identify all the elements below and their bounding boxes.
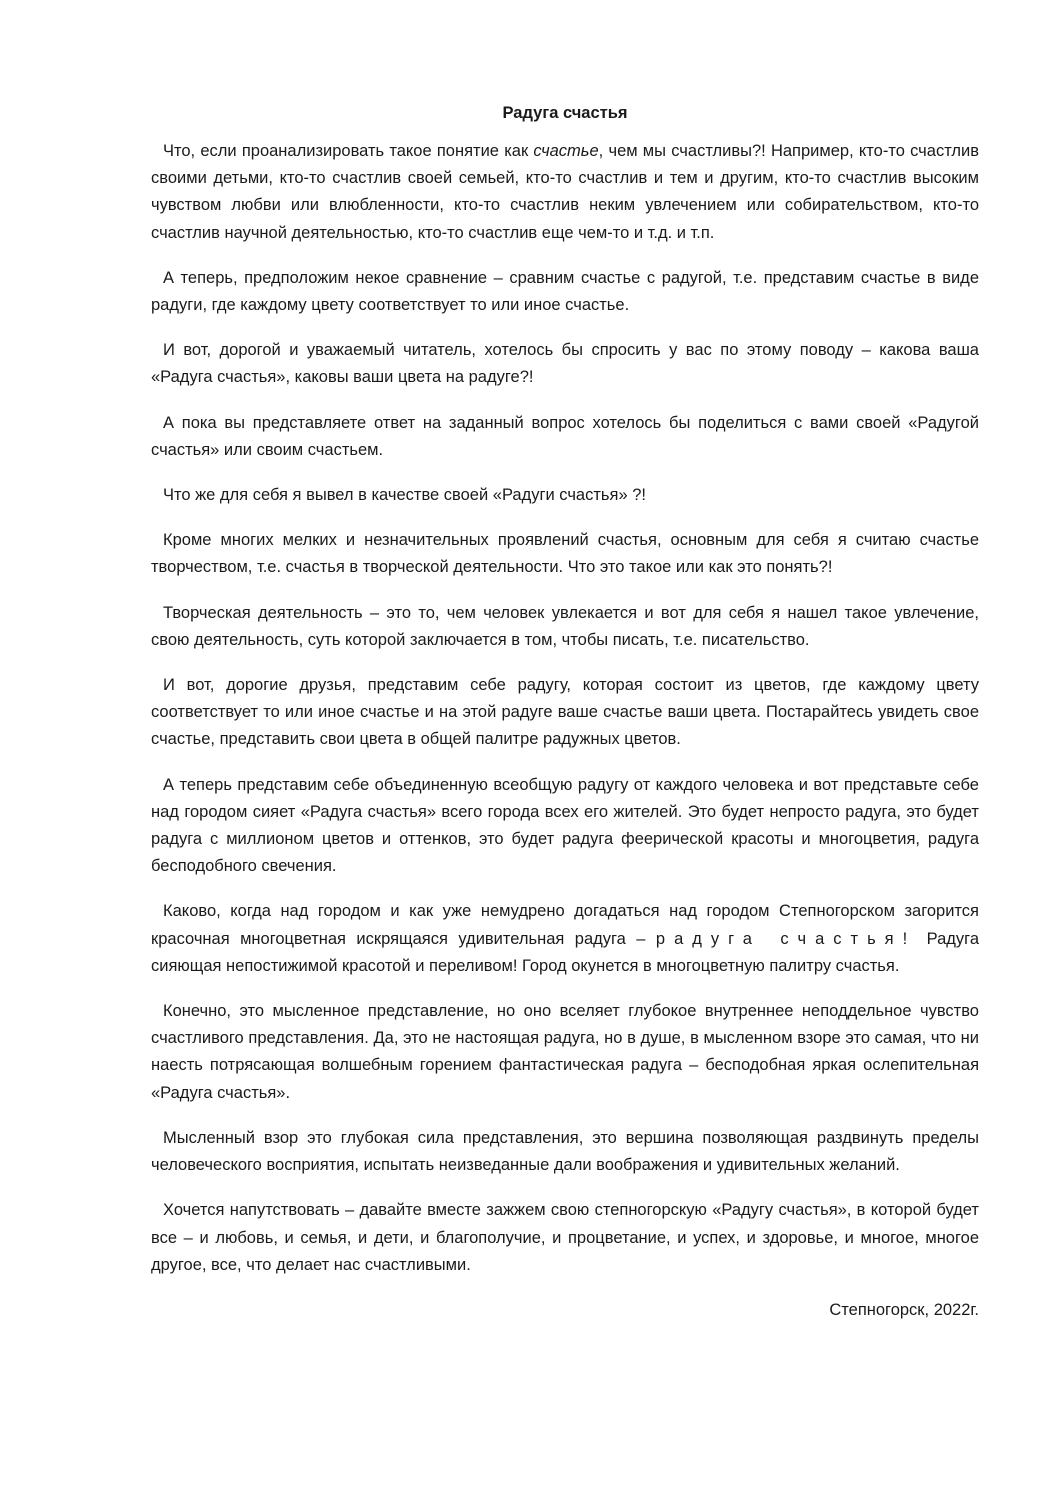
paragraph-10-spaced-phrase: радуга счастья!: [655, 929, 917, 948]
paragraph-1: [151, 138, 979, 247]
paragraph-2: А теперь, предположим некое сравнение – сравним счастье с радугой, т.е. представим счастье в виде радуги, где каждому цвету соответствует то или иное счастье.: [151, 268, 979, 315]
paragraph-5: Что же для себя я вывел в качестве своей «Радуги счастья» ?!: [163, 486, 646, 505]
paragraph-10-text-start: Каково, когда над городом и как уже немудрено догадаться над городом Степногорском загорится красочная многоцветная искрящаяся удивительная радуга –: [151, 902, 979, 948]
paragraph-6: Кроме многих мелких и незначительных проявлений счастья, основным для себя я считаю счастье творчеством, т.е. счастья в творческой деятельности. Что это такое или как это понять?!: [151, 531, 979, 577]
paragraph-11: Конечно, это мысленное представление, но оно вселяет глубокое внутреннее неподдельное чувство счастливого представления. Да, это не настоящая радуга, но в душе, в мысленном взоре это самая, что ни наесть потрясающая волшебным горением фантастическая радуга – бесподобная яркая ослепительная «Радуга счастья».: [151, 1002, 979, 1102]
paragraph-10-text-end: Радуга сияющая непостижимой красотой и переливом! Город окунется в многоцветную палитру счастья.: [151, 929, 979, 975]
paragraph-10: [151, 898, 979, 980]
document-title: Радуга счастья: [502, 104, 628, 122]
paragraph-9: А теперь представим себе объединенную всеобщую радугу от каждого человека и вот представьте себе над городом сияет «Радуга счастья» всего города всех его жителей. Это будет непросто радуга, это будет радуга с миллионом цветов и оттенков, это будет радуга феерической красоты и многоцветия, радуга бесподобного свечения.: [151, 775, 979, 876]
paragraph-13: Хочется напутствовать – давайте вместе зажжем свою степногорскую «Радугу счастья», в которой будет все – и любовь, и семья, и дети, и благополучие, и процветание, и успех, и здоровье, и многое, многое другое, все, что делает нас счастливыми.: [151, 1201, 979, 1274]
paragraph-8: И вот, дорогие друзья, представим себе радугу, которая состоит из цветов, где каждому цвету соответствует то или иное счастье и на этой радуге ваше счастье ваши цвета. Постарайтесь увидеть свое счастье, представить свои цвета в общей палитре радужных цветов.: [151, 676, 979, 749]
paragraph-12: Мысленный взор это глубокая сила представления, это вершина позволяющая раздвинуть пределы человеческого восприятия, испытать неизведанные дали воображения и удивительных желаний.: [151, 1128, 979, 1175]
paragraph-1-text-end: , чем мы счастливы?! Например, кто-то счастлив своими детьми, кто-то счастлив своей семьей, кто-то счастлив и тем и другим, кто-то счастлив высоким чувством любви или влюбленности, кто-то счастлив неким увлечением или собирательством, кто-то счастлив научной деятельностью, кто-то счастлив еще чем-то и т.д. и т.п.: [151, 142, 979, 242]
paragraph-1-text-start: Что, если проанализировать такое понятие как: [163, 142, 534, 160]
paragraph-1-italic-word: счастье: [533, 142, 599, 160]
signature-place-date: Степногорск, 2022г.: [829, 1300, 979, 1319]
paragraph-3: И вот, дорогой и уважаемый читатель, хотелось бы спросить у вас по этому поводу – какова ваша «Радуга счастья», каковы ваши цвета на радуге?!: [151, 341, 979, 387]
document-page: [151, 100, 979, 1324]
paragraph-7: Творческая деятельность – это то, чем человек увлекается и вот для себя я нашел такое увлечение, свою деятельность, суть которой заключается в том, чтобы писать, т.е. писательство.: [151, 603, 979, 649]
paragraph-4: А пока вы представляете ответ на заданный вопрос хотелось бы поделиться с вами своей «Радугой счастья» или своим счастьем.: [151, 413, 979, 459]
